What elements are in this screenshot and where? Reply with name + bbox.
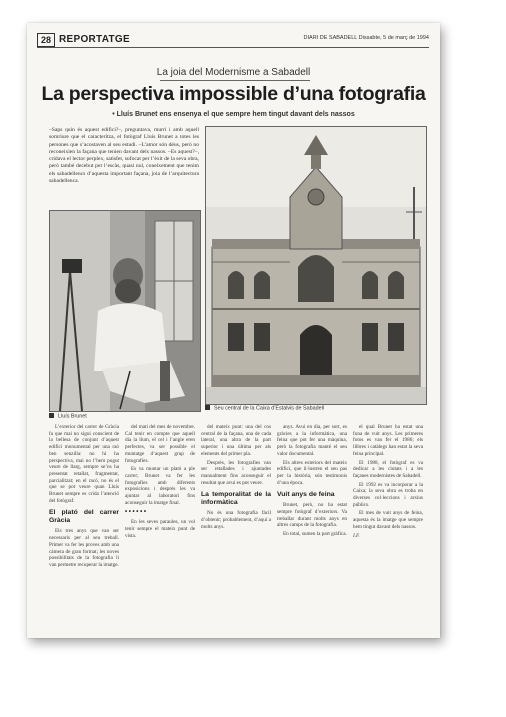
page-header bbox=[37, 33, 429, 48]
col5-paragraph: El 1992 es va incorporar a la Caixa; la seva obra es troba en diverses col·leccions i arxius públics. bbox=[353, 481, 423, 508]
col1-paragraph-after: Els tres anys que van ser necessaris per al seu treball. Primer va fer les proves amb una càmera de gran format; les noves possibilitats de la fotografia li van permetre recuperar la imatge. bbox=[49, 528, 119, 568]
right-caption-text: Seu central de la Caixa d’Estalvis de Sabadell bbox=[214, 405, 324, 412]
col1-heading: El plató del carrer Gràcia bbox=[49, 509, 119, 525]
col5-paragraph: El mes de vuit anys de feina, aquesta és la imatge que sempre hem tingut davant dels nassos. bbox=[353, 510, 423, 530]
section-title: REPORTATGE bbox=[59, 34, 130, 45]
left-photo-caption bbox=[49, 413, 87, 420]
col4-paragraph: Els altres exteriors del mateix edifici, que il·lustren el seu pas per la història, són testimonis d’una època. bbox=[277, 459, 347, 486]
newspaper-page bbox=[27, 23, 440, 638]
col3-paragraph-after: No és una fotografia fàcil d’obtenir; probablement, d’aquí a molts anys. bbox=[201, 510, 271, 530]
col4-paragraph-after: En total, sumen la part gràfica. bbox=[283, 531, 347, 538]
photographer-portrait bbox=[49, 210, 201, 412]
subhead: • Lluís Brunet ens ensenya el que sempre hem tingut davant dels nassos bbox=[112, 111, 355, 118]
column-3 bbox=[201, 424, 271, 636]
col3-heading: La temporalitat de la informàtica bbox=[201, 491, 271, 507]
column-5 bbox=[353, 424, 423, 636]
column-1 bbox=[49, 424, 119, 636]
portrait-illustration bbox=[50, 211, 200, 411]
kicker: La joia del Modernisme a Sabadell bbox=[156, 67, 311, 78]
right-photo-caption bbox=[205, 405, 324, 412]
left-caption-text: Lluís Brunet bbox=[58, 413, 87, 420]
headline: La perspectiva impossible d’una fotografia bbox=[41, 83, 426, 105]
facade-illustration bbox=[206, 127, 426, 404]
page-number: 28 bbox=[37, 33, 55, 47]
caption-square-icon bbox=[49, 413, 54, 418]
col2-bullets: • • • • • • bbox=[125, 509, 146, 516]
col3-paragraph: del mateix punt: una del cos central de la façana, una de cada lateral, una altra de la part superior i una última per als elements del primer pla. bbox=[201, 424, 271, 457]
col5-paragraph: el qual Brunet ha estat una fona de vuit anys. Les primeres fotos es van fer el 1986; els llibres i catàlegs han estat la seva feina principal. bbox=[353, 424, 423, 457]
col4-paragraph-after: Brunet, però, no ha estat sempre fotògraf d’exteriors. Va treballar durant molts anys en altres camps de la fotografia. bbox=[277, 502, 347, 529]
column-4 bbox=[277, 424, 347, 636]
col4-paragraph: anys. Avui en dia, per sort, es gràcies a la informàtica, una feina que pot fer una màquina, però la fotografia manté el seu valor documental. bbox=[277, 424, 347, 457]
caption-square-icon bbox=[205, 405, 210, 410]
article-body bbox=[49, 424, 425, 636]
col2-paragraph: del mati del mes de novembre. Cal tenir en compte que aquell dia la llum, el cel i l’angle eren perfectes, va ser possible el muntatge d’aquest grup de fotografies. bbox=[125, 424, 195, 464]
col4-heading: Vuit anys de feina bbox=[277, 491, 335, 499]
author-signature: I.F. bbox=[353, 532, 360, 539]
col5-paragraph: El 1988, el fotògraf es va dedicar a les ciutats i a les façanes modernistes de Sabadell. bbox=[353, 459, 423, 479]
col3-paragraph: Després, les fotografies van ser retallades i ajuntades manualment fins aconseguir el resultat que avui es pot veure. bbox=[201, 459, 271, 486]
kicker-rule bbox=[160, 80, 310, 81]
dateline: DIARI DE SABADELL Dissabte, 5 de març de 1994 bbox=[303, 35, 429, 41]
col2-paragraph-after: En les seves paraules, un vol tenir sempre el mateix punt de vista. bbox=[125, 519, 195, 539]
column-2 bbox=[125, 424, 195, 636]
col1-paragraph: L’exterior del carrer de Gràcia fa que mai no sigui conscient de la bellesa de conjunt d’aquest edifici monumental per una raó ben senzilla: no hi ha perspectiva, mai no l’hem pogut veure de llarg, sempre se’ns ha presentat retallat, fragmentat, parcialitzat; en el racó, no és el que se pot veure quan Lluís Brunet sempre es crida l’atenció del fotògraf. bbox=[49, 424, 119, 504]
building-facade-photo bbox=[205, 126, 427, 405]
col2-paragraph: Es va muntar un plató a ple carrer; Brunet va fer les fotografies amb diferents exposicions i després les va ajuntar al laboratori fins aconseguir la imatge final. bbox=[125, 466, 195, 506]
lead-paragraph: –Saps quin és aquest edifici?–, preguntava, murri i amb aquell somriure que el caracteritza, el fotògraf Lluís Brunet a totes les persones que s’acostaven al seu estudi. –L’amor són déus, però no reconeixien la façana que tenien davant dels nassos. –Es aquest?–, cridava el lector perplex, satisfet, sufocat per l’èxit de la seva obra, però també decebut per l’escàs, quasi nul, coneixement que tenim els sabadellencs d’aquesta important façana, joia de l’arquitectura sabadellenca. bbox=[49, 127, 199, 185]
